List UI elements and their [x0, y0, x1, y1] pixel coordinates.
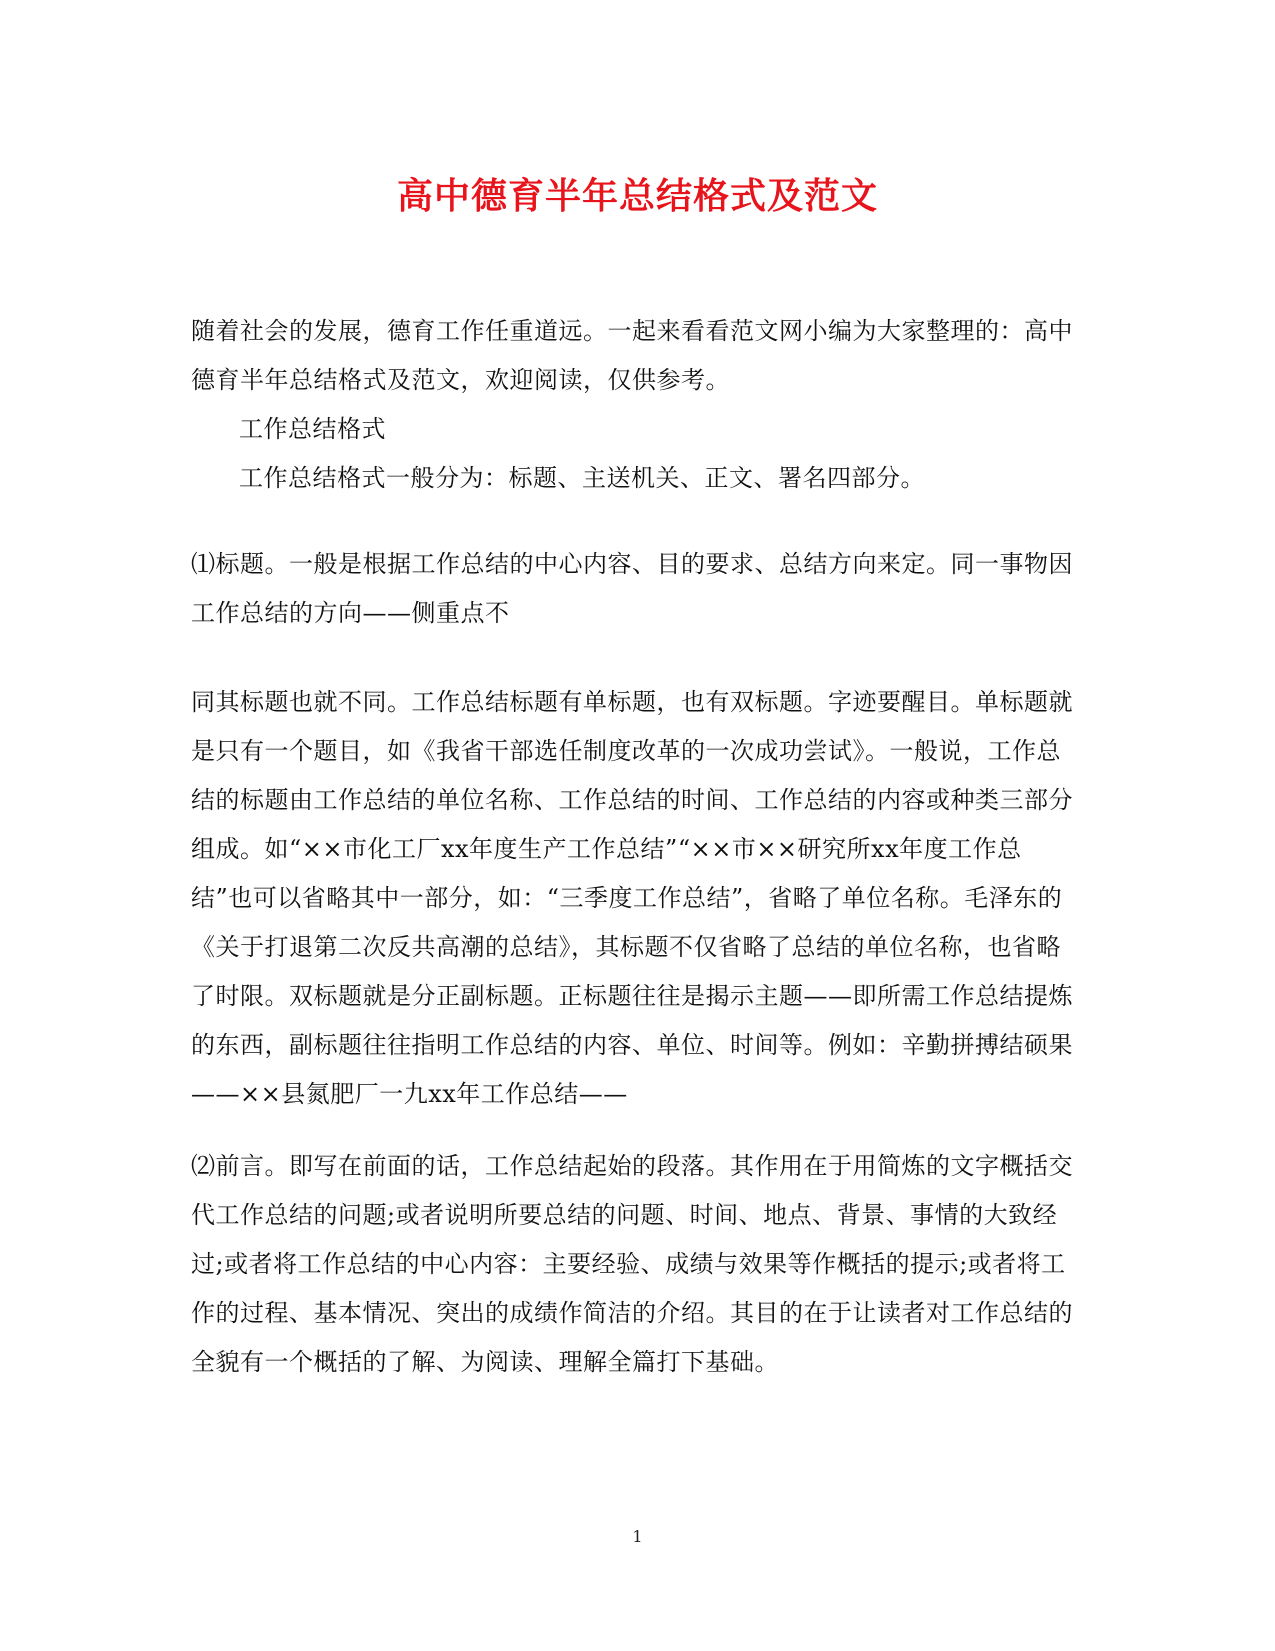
section-2-paragraph: ⑵前言。即写在前面的话，工作总结起始的段落。其作用在于用简炼的文字概括交代工作总结的问题;或者说明所要总结的问题、时间、地点、背景、事情的大致经过;或者将工作总结的中心内容：主要经验、成绩与效果等作概括的提示;或者将工作的过程、基本情况、突出的成绩作简洁的介绍。其目的在于让读者对工作总结的全貌有一个概括的了解、为阅读、理解全篇打下基础。: [191, 1152, 1073, 1376]
format-heading: 工作总结格式: [239, 415, 386, 443]
section-1-part-1-paragraph: ⑴标题。一般是根据工作总结的中心内容、目的要求、总结方向来定。同一事物因工作总结的方向——侧重点不: [191, 550, 1073, 627]
page-number: 1: [632, 1527, 643, 1546]
section-1-part-2-block: [191, 678, 1081, 1119]
section-2-block: [191, 1142, 1081, 1387]
intro-block: [191, 307, 1081, 503]
section-1-part-1-block: [191, 540, 1081, 638]
intro-paragraph: 随着社会的发展，德育工作任重道远。一起来看看范文网小编为大家整理的：高中德育半年总结格式及范文，欢迎阅读，仅供参考。: [191, 317, 1073, 394]
format-summary-paragraph: 工作总结格式一般分为：标题、主送机关、正文、署名四部分。: [239, 464, 925, 492]
section-1-part-2-paragraph: 同其标题也就不同。工作总结标题有单标题，也有双标题。字迹要醒目。单标题就是只有一个题目，如《我省干部选任制度改革的一次成功尝试》。一般说，工作总结的标题由工作总结的单位名称、工作总结的时间、工作总结的内容或种类三部分组成。如“××市化工厂xx年度生产工作总结”“××市××研究所xx年度工作总结”也可以省略其中一部分，如：“三季度工作总结”，省略了单位名称。毛泽东的《关于打退第二次反共高潮的总结》，其标题不仅省略了总结的单位名称，也省略了时限。双标题就是分正副标题。正标题往往是揭示主题——即所需工作总结提炼的东西，副标题往往指明工作总结的内容、单位、时间等。例如：辛勤拼搏结硕果——××县氮肥厂一九xx年工作总结——: [191, 688, 1073, 1108]
document-title: 高中德育半年总结格式及范文: [396, 175, 878, 217]
